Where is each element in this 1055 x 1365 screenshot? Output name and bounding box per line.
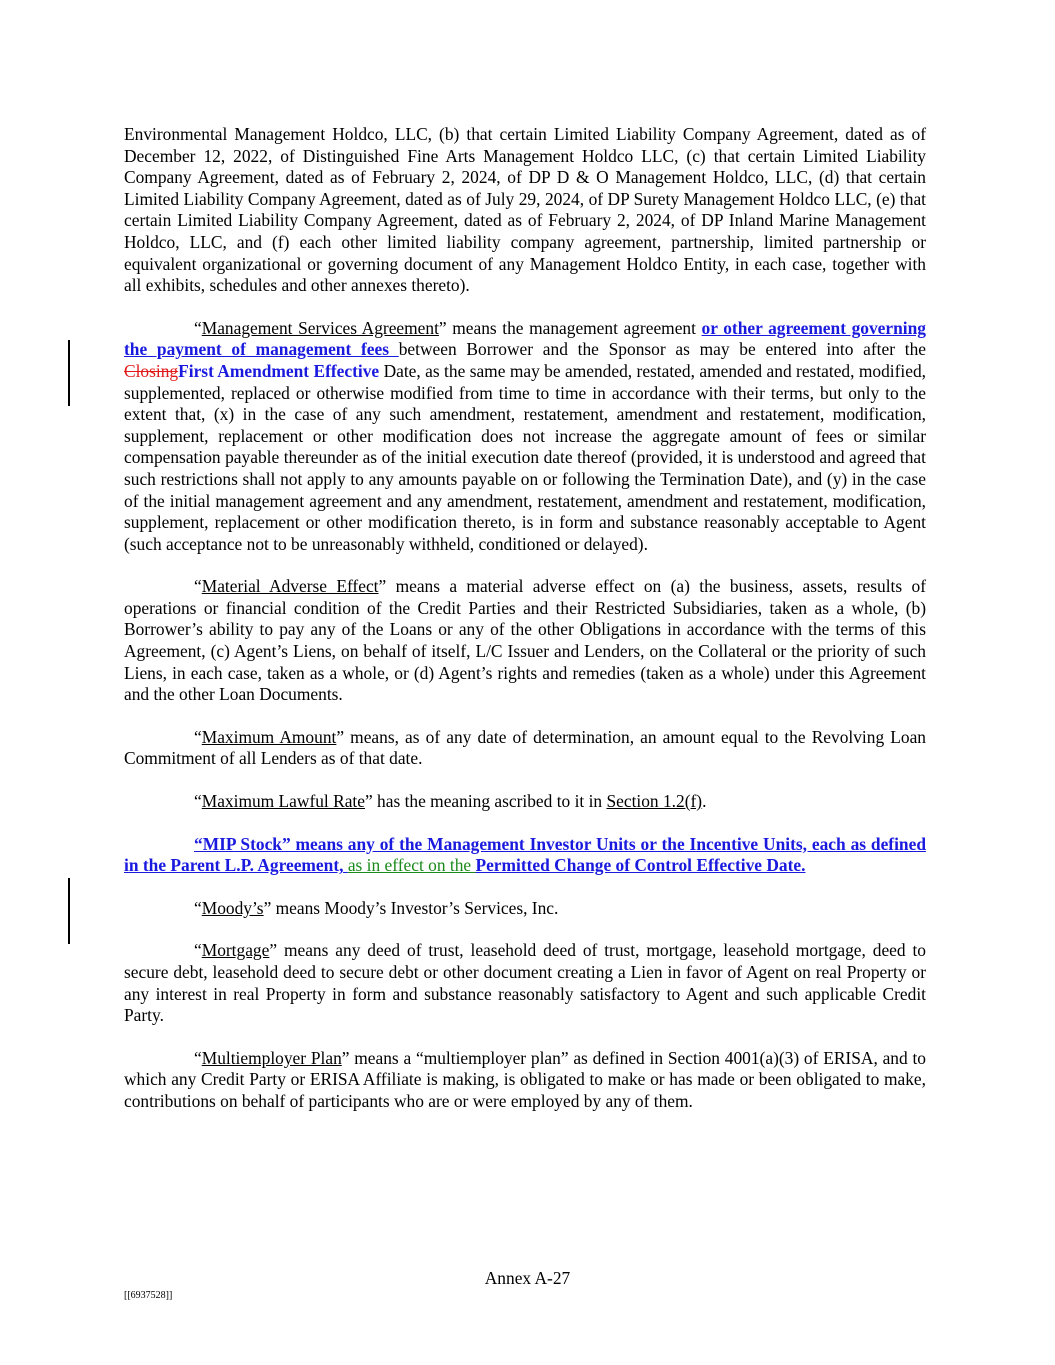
- section-reference: Section 1.2(f): [606, 791, 703, 812]
- defined-term: Maximum Lawful Rate: [201, 791, 365, 812]
- inserted-text: “MIP Stock” means any of the Management Investor Units or the Incentive Units, each as defined in the Parent L.P. Agreement,: [124, 833, 926, 876]
- paragraph-management-holdco-agreements: Environmental Management Holdco, LLC, (b) that certain Limited Liability Company Agreement, dated as of December 12, 2022, of Distinguished Fine Arts Management Holdco LLC, (c) that certain Limited Liability Company Agreement, dated as of February 2, 2024, of DP D & O Management Holdco, LLC, (d) that certain Limited Liability Company Agreement, dated as of July 29, 2024, of DP Surety Management Holdco LLC, (e) that certain Limited Liability Company Agreement, dated as of February 2, 2024, of DP Inland Marine Management Holdco, LLC, and (f) each other limited liability company agreement, partnership, limited partnership or equivalent organizational or governing document of any Management Holdco Entity, in each case, together with all exhibits, schedules and other annexes thereto).: [124, 124, 926, 296]
- defined-term: Mortgage: [201, 940, 270, 961]
- definition-multiemployer-plan: “Multiemployer Plan” means a “multiemployer plan” as defined in Section 4001(a)(3) of ERISA, and to which any Credit Party or ERISA Affiliate is making, is obligated to make or has made or been obligated to make, contributions on behalf of participants who are or were employed by any of them.: [124, 1047, 926, 1111]
- inserted-text: Permitted Change of Control Effective Date.: [475, 855, 806, 876]
- definition-management-services-agreement: “Management Services Agreement” means the management agreement or other agreement governing the payment of management fees between Borrower and the Sponsor as may be entered into after the ClosingFirst Amendment Effective Date, as the same may be amended, restated, amended and restated, modified, supplemented, replaced or otherwise modified from time to time in accordance with their terms, but only to the extent that, (x) in the case of any such amendment, restatement, amendment and restatement, modification, supplement, replacement or other modification does not increase the aggregate amount of fees or similar compensation payable thereunder as of the initial execution date thereof (provided, it is understood and agreed that such restrictions shall not apply to any amounts payable on or following the Termination Date), and (y) in the case of the initial management agreement and any amendment, restatement, amendment and restatement, modification, supplement, replacement or other modification thereto, is in form and substance reasonably acceptable to Agent (such acceptance not to be unreasonably withheld, conditioned or delayed).: [124, 317, 927, 554]
- defined-term: Moody’s: [201, 897, 264, 918]
- definition-moodys: “Moody’s” means Moody’s Investor’s Services, Inc.: [194, 897, 559, 918]
- defined-term: Maximum Amount: [201, 726, 337, 747]
- definition-maximum-lawful-rate: “Maximum Lawful Rate” has the meaning ascribed to it in Section 1.2(f).: [194, 791, 707, 812]
- inserted-text: First Amendment Effective: [178, 360, 380, 381]
- definition-maximum-amount: “Maximum Amount” means, as of any date of determination, an amount equal to the Revolving Loan Commitment of all Lenders as of that date.: [124, 726, 926, 769]
- document-page: [124, 124, 926, 1134]
- definition-mip-stock: [124, 834, 926, 877]
- defined-term: Material Adverse Effect: [201, 576, 379, 597]
- definition-material-adverse-effect: “Material Adverse Effect” means a material adverse effect on (a) the business, assets, results of operations or financial condition of the Credit Parties and their Restricted Subsidiaries, taken as a whole, (b) Borrower’s ability to pay any of the Loans or any of the other Obligations in accordance with the terms of this Agreement, (c) Agent’s Liens, on behalf of itself, L/C Issuer and Lenders, on the Collateral or the priority of such Liens, in each case, taken as a whole, or (d) Agent’s rights and remedies (taken as a whole) under this Agreement and the other Loan Documents.: [124, 576, 926, 705]
- definition-mortgage: “Mortgage” means any deed of trust, leasehold deed of trust, mortgage, leasehold mortgage, deed to secure debt, leasehold deed to secure debt or other document creating a Lien in favor of Agent on real Property or any interest in real Property in form and substance reasonably satisfactory to Agent and such applicable Credit Party.: [124, 940, 926, 1026]
- deleted-text: Closing: [124, 360, 179, 381]
- document-id: [[6937528]]: [124, 1290, 173, 1301]
- page-number: Annex A-27: [484, 1268, 571, 1288]
- change-bar-mip: [68, 878, 70, 944]
- moved-text: as in effect on the: [347, 855, 476, 876]
- change-bar-msa: [68, 340, 70, 406]
- inserted-text: or other agreement governing the payment of management fees: [124, 317, 926, 360]
- defined-term: Multiemployer Plan: [201, 1047, 342, 1068]
- defined-term: Management Services Agreement: [201, 317, 439, 338]
